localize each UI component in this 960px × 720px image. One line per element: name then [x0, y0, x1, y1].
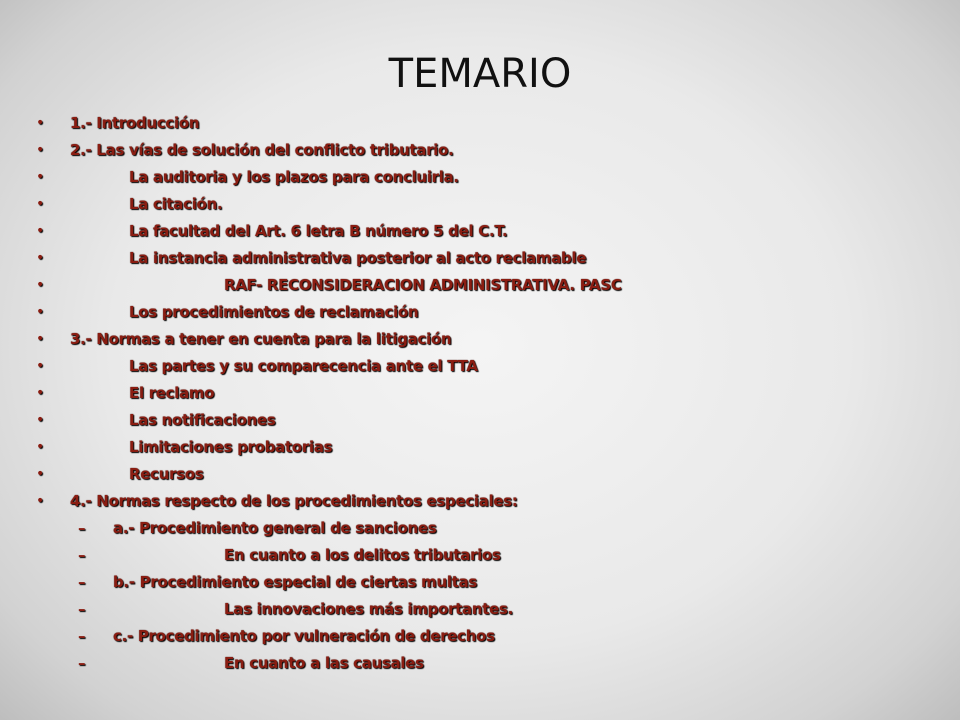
list-item-label: 3.- Normas a tener en cuenta para la litigación — [70, 330, 452, 348]
sub-list-item-label: c.- Procedimiento por vulneración de derechos — [113, 627, 495, 645]
list-item-label: Las partes y su comparecencia ante el TTA — [129, 357, 478, 375]
sub-list-item-label: En cuanto a los delitos tributarios — [224, 546, 501, 564]
bullet-icon: • — [36, 304, 45, 320]
bullet-icon: • — [36, 466, 45, 482]
list-item-label: Limitaciones probatorias — [129, 438, 333, 456]
list-item-label: El reclamo — [129, 384, 215, 402]
bullet-icon: • — [36, 385, 45, 401]
list-item-label: Recursos — [129, 465, 204, 483]
list-item-label: La auditoria y los plazos para concluirla. — [129, 168, 459, 186]
bullet-icon: • — [36, 115, 45, 131]
dash-icon: – — [78, 654, 86, 672]
sub-list-item-label: En cuanto a las causales — [224, 654, 424, 672]
list-item-label: RAF- RECONSIDERACION ADMINISTRATIVA. PASC — [224, 276, 622, 294]
sub-list-item-label: Las innovaciones más importantes. — [224, 600, 514, 618]
dash-icon: – — [78, 600, 86, 618]
sub-list-item-label: b.- Procedimiento especial de ciertas multas — [113, 573, 478, 591]
bullet-icon: • — [36, 331, 45, 347]
dash-icon: – — [78, 627, 86, 645]
list-item-label: 4.- Normas respecto de los procedimientos especiales: — [70, 492, 518, 510]
list-item-label: Los procedimientos de reclamación — [129, 303, 419, 321]
dash-icon: – — [78, 546, 86, 564]
bullet-icon: • — [36, 250, 45, 266]
dash-icon: – — [78, 573, 86, 591]
bullet-icon: • — [36, 439, 45, 455]
list-item-label: Las notificaciones — [129, 411, 276, 429]
bullet-icon: • — [36, 223, 45, 239]
bullet-icon: • — [36, 277, 45, 293]
sub-list-item-label: a.- Procedimiento general de sanciones — [113, 519, 437, 537]
list-item-label: La citación. — [129, 195, 223, 213]
bullet-icon: • — [36, 142, 45, 158]
list-item-label: La instancia administrativa posterior al acto reclamable — [129, 249, 587, 267]
bullet-icon: • — [36, 196, 45, 212]
list-item-label: La facultad del Art. 6 letra B número 5 del C.T. — [129, 222, 508, 240]
bullet-icon: • — [36, 169, 45, 185]
dash-icon: – — [78, 519, 86, 537]
list-item-label: 1.- Introducción — [70, 114, 200, 132]
list-item-label: 2.- Las vías de solución del conflicto tributario. — [70, 141, 454, 159]
bullet-icon: • — [36, 412, 45, 428]
bullet-icon: • — [36, 358, 45, 374]
bullet-icon: • — [36, 493, 45, 509]
slide-title: TEMARIO — [388, 51, 572, 97]
agenda-list — [0, 110, 960, 690]
